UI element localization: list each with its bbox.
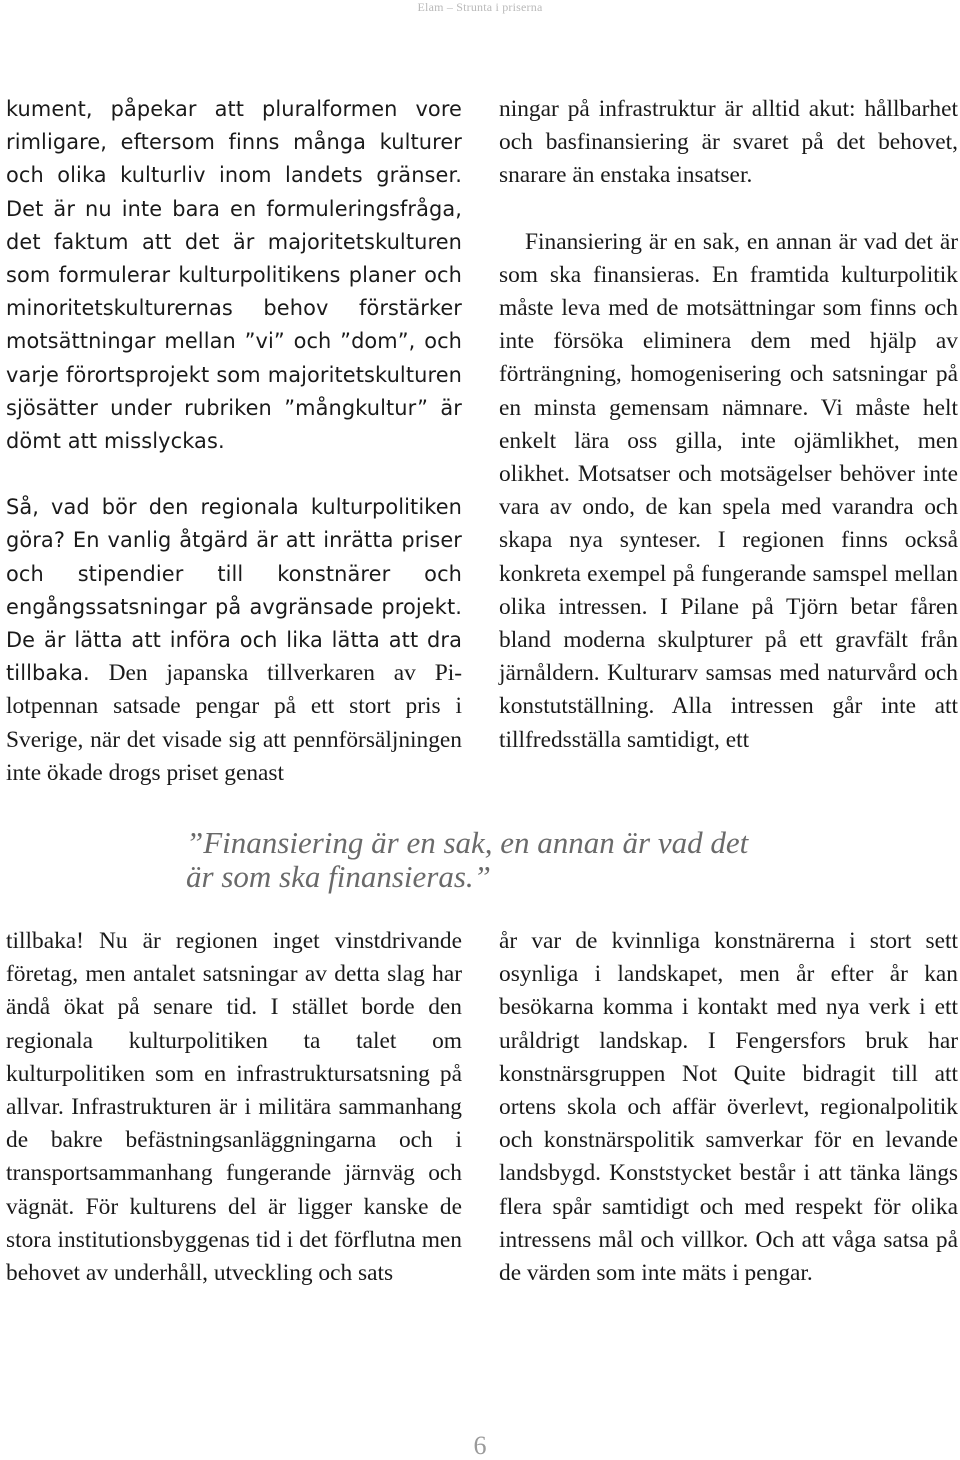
body-column-top-right (499, 93, 958, 757)
body-paragraph-text: Den japanska tillverkaren av Pilotpennan satsade pengar på ett stort pris i Sverige, när det visade sig att pennförsäljningen inte ökade drogs priset genast (6, 660, 462, 786)
body-paragraph: Finansiering är en sak, en annan är vad det är som ska finansieras. En framtida kulturpolitik måste leva med de motsättningar som finns och inte försöka eliminera dem med hjälp av förträngning, homogenisering och satsningar på en minsta gemensam nämnare. Vi måste helt enkelt lära oss gilla, inte ojämlikhet, men olikhet. Motsatser och motsägelser behöver inte vara av ondo, de kan spela med varandra och skapa nya synteser. I regionen finns också konkreta exempel på fungerande samspel mellan olika intressen. I Pilane på Tjörn betar fåren bland moderna skulpturer på ett gravfält från järnåldern. Kulturarv samsas med naturvård och konstutställning. Alla intressen går inte att tillfredsställa samtidigt, ett (499, 228, 958, 753)
pull-quote-line: är som ska finansieras.” (186, 859, 491, 894)
body-paragraph: år var de kvinnliga konstnärerna i stort sett osynliga i landskapet, men år efter år kan besökarna komma i kontakt med nya verk i ett uråldrigt landskap. I Fengersfors bruk har konstnärsgruppen Not Quite bidragit till att ortens skola och affär överlevt, regionalpolitik och konstnärspolitik samverkar för en levande landsbygd. Konststycket består i att tänka längs flera spår samtidigt och med respekt för olika intressens mål och villkor. Och att våga satsa på de värden som inte mäts i pengar. (499, 928, 958, 1287)
body-paragraph (6, 491, 462, 790)
pull-quote (186, 826, 806, 894)
body-paragraph: kument, påpekar att pluralformen vore rimligare, eftersom finns många kulturer och olika kulturliv inom landets gränser. Det är nu inte bara en formuleringsfråga, det faktum att det är majoritetskulturen som formulerar kulturpolitikens planer och minoritetskulturernas behov förstärker motsättningar mellan ”vi” och ”dom”, och varje förortsprojekt som majoritetskulturen sjösätter under rubriken ”mångkultur” är dömt att misslyckas. (6, 97, 462, 454)
body-column-top-left (6, 93, 462, 790)
paragraph-gap (499, 193, 958, 226)
body-paragraph: tillbaka! Nu är regionen inget vinstdrivande företag, men antalet satsningar av detta slag har ändå ökat på senare tid. I stället borde den regionala kulturpolitiken ta talet om kulturpolitiken som en infrastruktursatsning på allvar. Infrastrukturen är i militära sammanhang de bakre befästningsanläggningarna och i transportsammanhang fungerande järnväg och vägnät. För kulturens del är ligger kanske de stora institutionsbyggenas tid i det förflutna men behovet av underhåll, utveckling och sats (6, 928, 462, 1287)
pull-quote-line: ”Finansiering är en sak, en annan är vad det (186, 825, 749, 860)
page-number: 6 (473, 1431, 487, 1460)
running-header: Elam – Strunta i priserna (417, 0, 543, 14)
body-column-bottom-left (6, 925, 462, 1290)
body-column-bottom-right (499, 925, 958, 1290)
body-paragraph: ningar på infrastruktur är alltid akut: hållbarhet och basfinansiering är svaret på det behovet, snarare än enstaka insatser. (499, 96, 958, 189)
paragraph-gap (6, 458, 462, 491)
body-paragraph-text: Så, vad bör den regionala kulturpolitiken göra? En vanlig åtgärd är att inrätta priser och stipendier till konstnärer och engångssatsningar på avgränsade projekt. De är lätta att införa och lika lätta att dra tillbaka. (6, 495, 462, 686)
